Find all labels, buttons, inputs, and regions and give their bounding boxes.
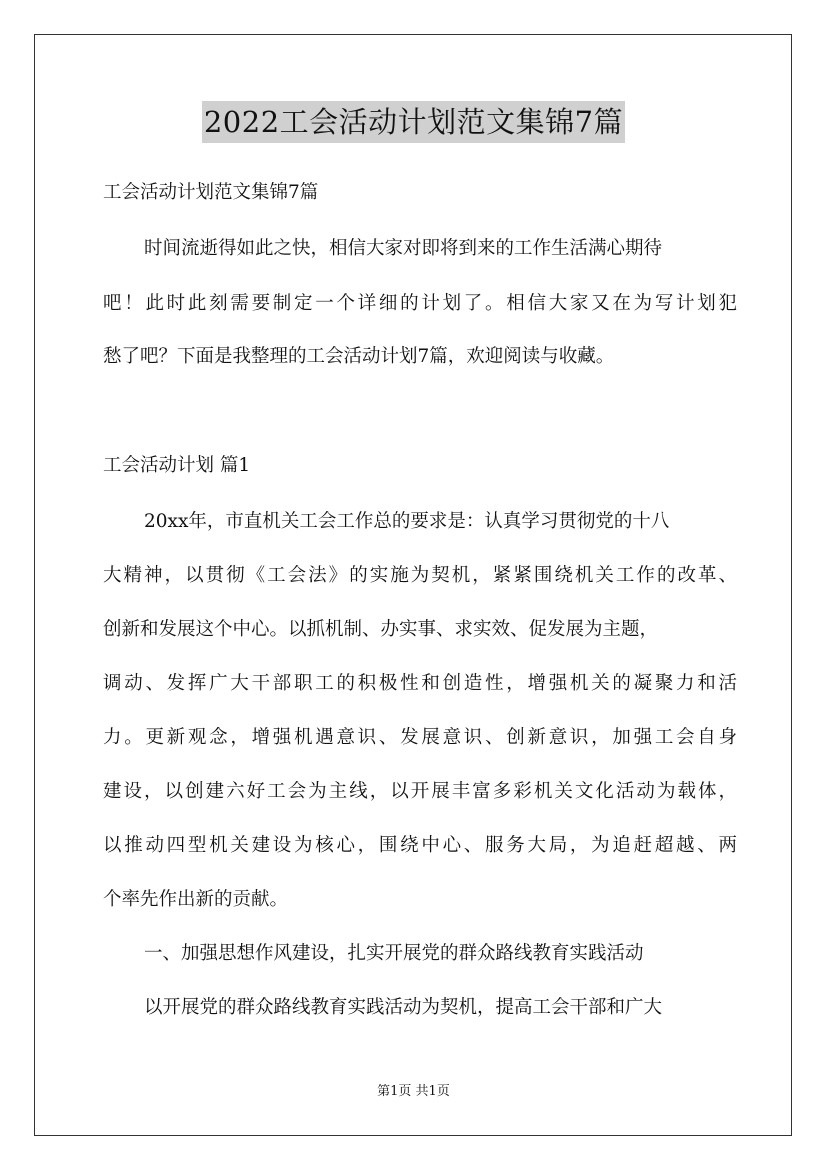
body-line-3: 创新和发展这个中心。以抓机制、办实事、求实效、促发展为主题， xyxy=(103,619,659,640)
intro-line-2: 吧！此时此刻需要制定一个详细的计划了。相信大家又在为写计划犯 xyxy=(103,293,737,314)
body-line-1: 20xx年，市直机关工会工作总的要求是：认真学习贯彻党的十八 xyxy=(144,511,670,532)
page-footer: 第1页 共1页 xyxy=(377,1084,450,1099)
document-title: 2022工会活动计划范文集锦7篇 xyxy=(202,101,625,143)
section-heading: 工会活动计划 篇1 xyxy=(103,455,251,476)
body-line-6: 建设，以创建六好工会为主线，以开展丰富多彩机关文化活动为载体， xyxy=(103,781,737,802)
body-line-7: 以推动四型机关建设为核心，围绕中心、服务大局，为追赶超越、两 xyxy=(103,835,737,856)
title-container xyxy=(0,101,827,143)
body-line-9: 以开展党的群众路线教育实践活动为契机，提高工会干部和广大 xyxy=(144,997,663,1018)
body-line-8: 个率先作出新的贡献。 xyxy=(103,889,289,910)
body-line-5: 力。更新观念，增强机遇意识、发展意识、创新意识，加强工会自身 xyxy=(103,727,737,748)
intro-line-3: 愁了吧？下面是我整理的工会活动计划7篇，欢迎阅读与收藏。 xyxy=(103,346,615,367)
intro-line-1: 时间流逝得如此之快，相信大家对即将到来的工作生活满心期待 xyxy=(144,238,663,259)
subtitle-line: 工会活动计划范文集锦7篇 xyxy=(103,182,319,203)
body-line-4: 调动、发挥广大干部职工的积极性和创造性，增强机关的凝聚力和活 xyxy=(103,673,737,694)
body-line-2: 大精神，以贯彻《工会法》的实施为契机，紧紧围绕机关工作的改革、 xyxy=(103,565,737,586)
subheading-line: 一、加强思想作风建设，扎实开展党的群众路线教育实践活动 xyxy=(144,943,644,964)
